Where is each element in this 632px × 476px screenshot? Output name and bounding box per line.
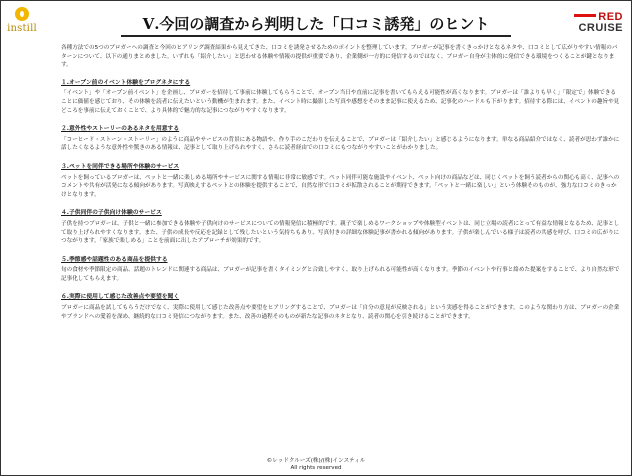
- hint-section-6: [61, 293, 621, 321]
- section-heading: ５.季節感や話題性のある商品を提供する: [61, 256, 168, 263]
- redcruise-logo-bar: [574, 14, 596, 17]
- page-title: Ⅴ.今回の調査から判明した「口コミ誘発」のヒント: [142, 15, 490, 33]
- section-heading: ４.子供同伴の子供向け体験のサービス: [61, 210, 162, 217]
- section-body: 「イベント」や「オープン前イベント」を企画し、ブロガーを招待して事前に体験してもらうことで、オープン当日や直前に記事を書いてもらえる可能性が高くなります。ブロガーは「誰よりも早く」「限定で」体験できることに価値を感じており、その体験を読者に伝えたいという動機が生まれます。また、イベント時に撮影した写真や感想をそのまま記事に使えるため、記事化のハードルも下がります。招待する際には、イベントの趣旨や見どころを事前に伝えておくことで、より具体的で魅力的な記事につながりやすくなります。: [61, 90, 620, 114]
- instill-logo: [5, 7, 39, 57]
- section-body: ブロガーに商品を試してもらうだけでなく、実際に使用して感じた改善点や要望をヒアリングすることで、ブロガーは「自分の意見が反映される」という実感を得ることができます。このような関わり方は、ブロガーの企業やブランドへの愛着を深め、継続的な口コミ発信につながります。また、改善の過程そのものが新たな記事のネタとなり、読者の関心を引き続けることができます。: [61, 305, 620, 320]
- redcruise-logo: [557, 9, 623, 35]
- section-heading: ６.実際に使用して感じた改善点や要望を聞く: [61, 294, 180, 301]
- redcruise-logo-line2: CRUISE: [578, 22, 623, 34]
- copyright-text: ©レッドクルーズ(株)/(株)インスティル: [266, 458, 366, 464]
- section-body: ペットを飼っているブロガーは、ペットと一緒に楽しめる場所やサービスに関する情報に非常に敏感です。ペット同伴可能な施設やイベント、ペット向けの商品などは、同じくペットを飼う読者からの関心も高く、記事へのコメントや共有が活発になる傾向があります。写真映えするペットとの体験を提供することで、自然な形で口コミが拡散されることが期待できます。「ペットと一緒に楽しい」という体験そのものが、強力な口コミのきっかけとなります。: [61, 174, 620, 198]
- section-heading: ２.意外性やストーリーのあるネタを用意する: [61, 126, 180, 133]
- instill-logo-icon: [15, 7, 29, 21]
- section-heading: １.オープン前のイベント体験をブログネタにする: [61, 79, 191, 86]
- section-heading: ３.ペットを同伴できる場所や体験のサービス: [61, 163, 180, 170]
- footer: [1, 458, 631, 472]
- title-underline: [121, 35, 511, 37]
- hint-section-5: [61, 256, 621, 284]
- section-body: 「コーヒード・ストーン・ストーリー」のように商品やサービスの背景にある物語や、作り手のこだわりを伝えることで、ブロガーは「紹介したい」と感じるようになります。単なる商品紹介ではなく、読者が思わず誰かに話したくなるような意外性や驚きのある情報は、記事として取り上げられやすく、さらに読者経由での口コミにもつながりやすいことがわかりました。: [61, 136, 620, 152]
- rights-text: All rights reserved: [290, 465, 342, 471]
- section-body: 旬の食材や季節限定の商品、話題のトレンドに関連する商品は、ブロガーが記事を書くタイミングと合致しやすく、取り上げられる可能性が高くなります。季節のイベントや行事と絡めた提案をすることで、より自然な形で記事化してもらえます。: [61, 267, 620, 282]
- intro-paragraph: 各種方法での5つのブロガーへの調査と今回のヒアリング調査結果から見えてきた、口コミを誘発させるためのポイントを整理しています。ブロガーが記事を書くきっかけとなるネタや、口コミとして広がりやすい情報のパターンについて、以下の通りまとめました。いずれも「紹介したい」と思わせる体験や情報の提供が重要であり、企業側が一方的に発信するのではなく、ブロガー自身が主体的に発信できる環境をつくることが鍵となります。: [61, 45, 618, 69]
- hint-section-1: [61, 79, 621, 115]
- hint-section-4: [61, 209, 621, 245]
- content-body: [61, 44, 621, 444]
- instill-logo-text: instill: [7, 23, 37, 34]
- redcruise-logo-line1: RED: [598, 11, 623, 23]
- section-body: 子供を持つブロガーは、子供と一緒に参加できる体験や子供向けのサービスについての情報発信に積極的です。親子で楽しめるワークショップや体験型イベントは、同じ立場の読者にとって有益な情報となるため、記事として取り上げられやすくなります。また、子供の成長や反応を記録として残したいという気持ちもあり、写真付きの詳細な体験記事が書かれる傾向があります。子供が楽しんでいる様子は読者の共感を呼び、口コミの広がりにつながります。「家族で楽しめる」ことを前面に出したアプローチが効果的です。: [61, 220, 620, 245]
- hint-section-2: [61, 125, 621, 153]
- hint-section-3: [61, 163, 621, 199]
